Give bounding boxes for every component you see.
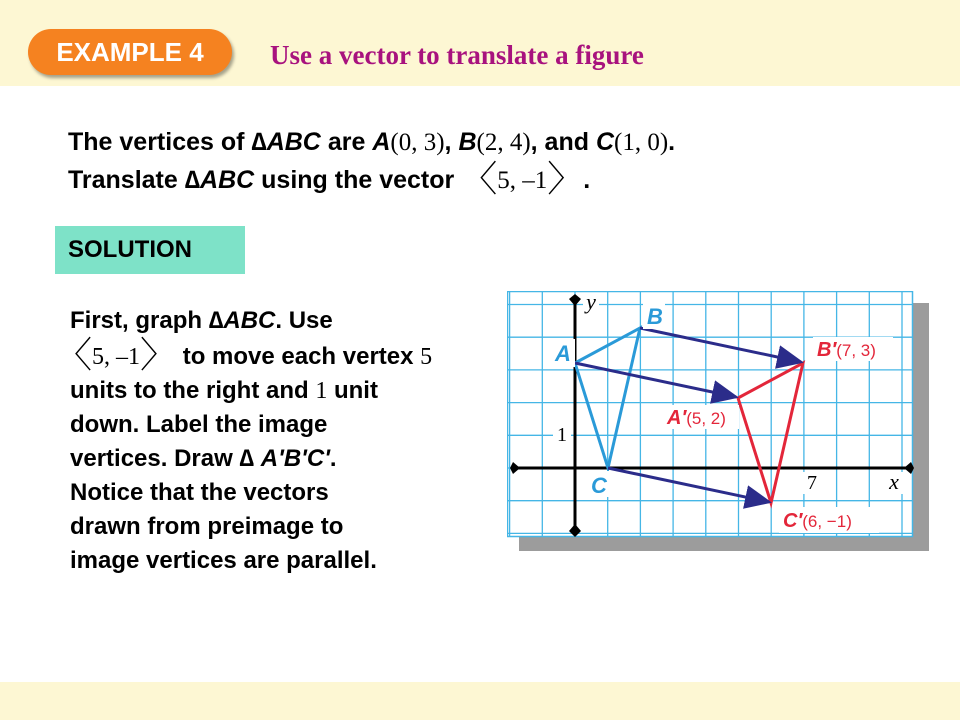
vertex-b: B	[458, 128, 477, 156]
solution-line-4: down. Label the image	[70, 411, 328, 438]
vertex-label-c-prime	[783, 510, 852, 532]
problem-statement	[68, 124, 675, 199]
c-prime-name: C′	[783, 510, 803, 532]
vertex-c-coords: (1, 0)	[614, 129, 669, 156]
b-prime-name: B′	[817, 339, 837, 361]
b-prime-coords: (7, 3)	[836, 341, 876, 360]
text: .	[583, 166, 591, 194]
text: vertices. Draw ∆	[70, 445, 261, 472]
solution-text	[56, 304, 433, 578]
text: . Use	[275, 307, 333, 334]
triangle-name: ABC	[223, 307, 276, 334]
problem-line-1	[68, 124, 675, 161]
vertex-label-c: C	[591, 473, 607, 498]
text: ,	[444, 128, 459, 156]
image-triangle-name: A'B'C'	[260, 445, 330, 472]
triangle-symbol: ∆	[208, 307, 224, 334]
text: units to the right and	[70, 377, 316, 404]
vertex-label-a: A	[555, 341, 571, 366]
number: 1	[315, 378, 328, 404]
tick-label-7: 7	[807, 472, 817, 494]
triangle-name: ABC	[200, 166, 255, 194]
text: using the vector	[254, 166, 462, 194]
vertex-a-coords: (0, 3)	[390, 129, 445, 156]
angle-bracket-open: 〈	[461, 159, 498, 199]
text: .	[329, 445, 337, 472]
solution-line-2	[56, 335, 433, 375]
x-axis-label: x	[889, 469, 899, 494]
solution-line-1	[70, 304, 432, 338]
vertex-label-b: B	[647, 304, 663, 329]
triangle-symbol: ∆	[251, 128, 267, 156]
y-axis-label: y	[586, 291, 596, 314]
solution-line-7: drawn from preimage to	[70, 513, 344, 540]
angle-bracket-close: 〉	[140, 335, 177, 375]
solution-line-3	[70, 374, 432, 408]
text: First, graph	[70, 307, 209, 334]
text: Translate	[68, 166, 185, 194]
triangle-name: ABC	[266, 128, 321, 156]
problem-line-2	[68, 161, 675, 199]
vertex-b-coords: (2, 4)	[476, 129, 531, 156]
text: , and	[530, 128, 596, 156]
text: The vertices of	[68, 128, 252, 156]
vertex-label-b-prime	[817, 339, 876, 361]
footer-band	[0, 682, 960, 720]
a-prime-name: A′	[667, 407, 687, 429]
example-badge: EXAMPLE 4	[28, 29, 232, 75]
c-prime-coords: (6, −1)	[802, 512, 852, 531]
text: to move each vertex	[176, 343, 421, 370]
solution-line-8: image vertices are parallel.	[70, 547, 377, 574]
example-title: Use a vector to translate a figure	[270, 40, 644, 70]
text: unit	[327, 377, 378, 404]
text: .	[668, 128, 676, 156]
triangle-symbol: ∆	[184, 166, 201, 194]
graph-svg	[507, 291, 917, 541]
a-prime-coords: (5, 2)	[686, 409, 726, 428]
vector-components: 5, –1	[92, 344, 141, 370]
number: 5	[420, 344, 433, 370]
text: are	[320, 128, 373, 156]
tick-label-1: 1	[557, 424, 567, 446]
solution-label: SOLUTION	[55, 226, 245, 274]
vertex-a: A	[372, 128, 391, 156]
coordinate-graph	[507, 291, 917, 546]
vector-components: 5, –1	[497, 167, 548, 194]
angle-bracket-open: 〈	[56, 335, 93, 375]
solution-line-5	[70, 442, 432, 476]
vertex-c: C	[595, 128, 615, 156]
angle-bracket-close: 〉	[547, 159, 584, 199]
solution-line-6: Notice that the vectors	[70, 479, 329, 506]
vertex-label-a-prime	[666, 407, 726, 429]
